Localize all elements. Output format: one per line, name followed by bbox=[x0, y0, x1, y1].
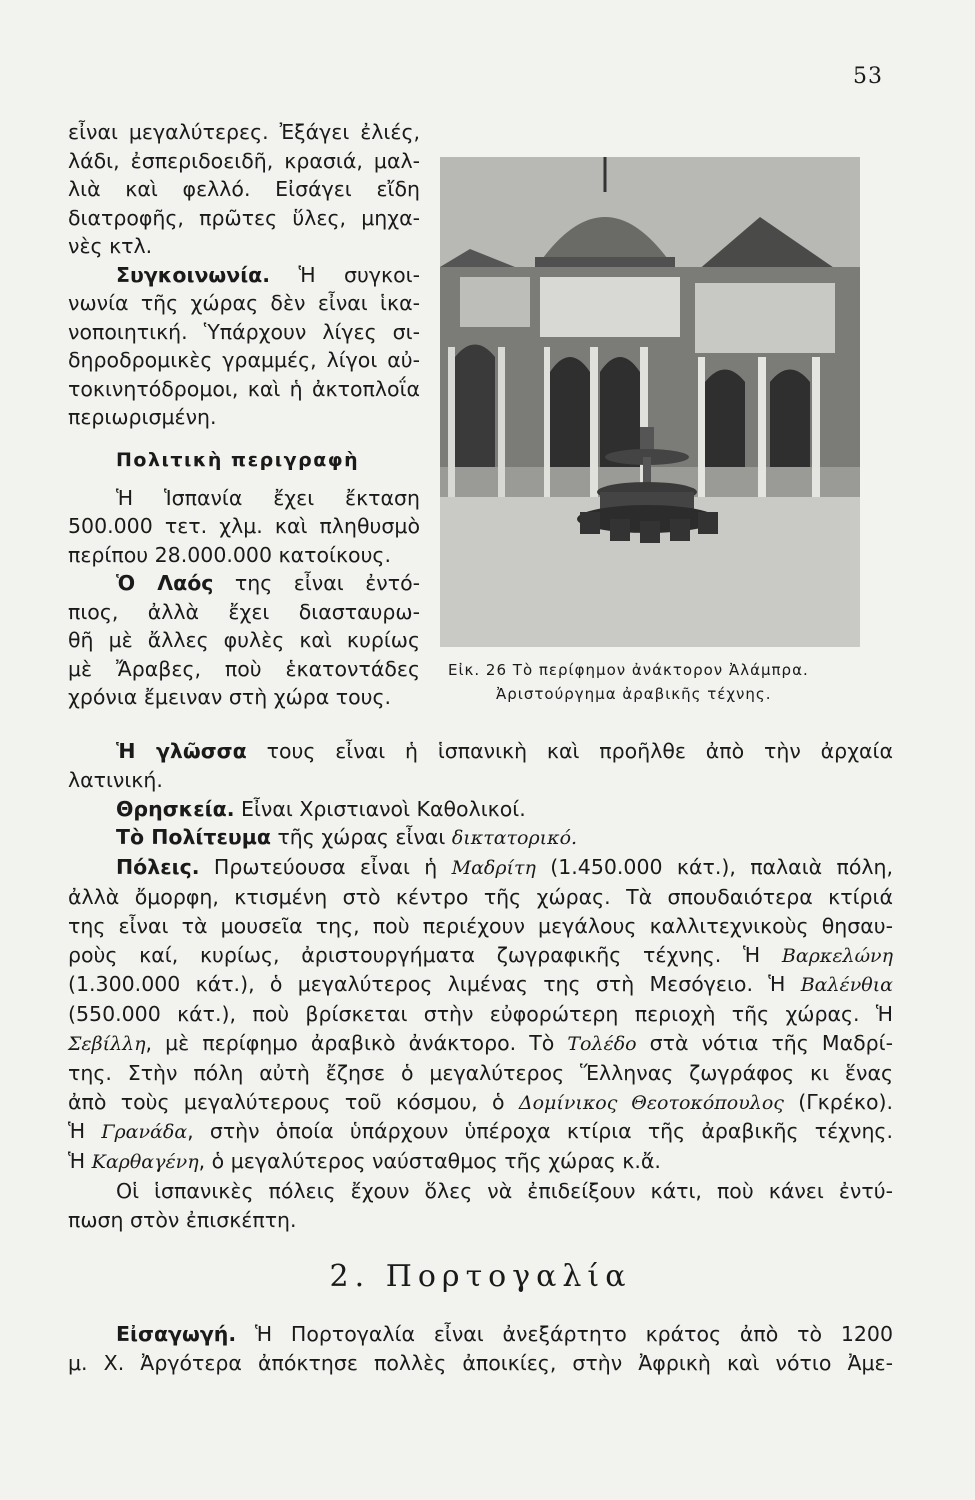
text-line: νωνία τῆς χώρας δὲν εἶναι ἱκα- bbox=[68, 291, 420, 315]
text-line: μ. Χ. Ἀργότερα ἀπόκτησε πολλὲς ἀποικίες, στὴν Ἀφρικὴ καὶ νότιο Ἀμε- bbox=[68, 1350, 893, 1375]
text-line: Ἡ Ἱσπανία ἔχει ἔκταση bbox=[116, 485, 420, 510]
italic-term: δικτατορικό. bbox=[451, 827, 578, 850]
section-heading: Πολιτικὴ περιγραφὴ bbox=[116, 448, 360, 471]
text-span: (1.450.000 κάτ.), παλαιὰ πόλη, bbox=[535, 855, 894, 880]
alhambra-photo bbox=[440, 157, 860, 647]
text-line bbox=[68, 970, 893, 1000]
text-span: (1.300.000 κάτ.), ὁ μεγαλύτερος λιμένας της στὴ Μεσόγειο. Ἡ bbox=[68, 972, 801, 997]
text-line: 500.000 τετ. χλμ. καὶ πληθυσμὸ bbox=[68, 514, 420, 538]
text-span: Ἡ bbox=[68, 1149, 92, 1174]
city-name: Βαρκελώνη bbox=[781, 944, 893, 967]
text-line: λάδι, ἐσπεριδοειδῆ, κρασιά, μαλ- bbox=[68, 148, 420, 173]
caption-line: Ἀριστούργημα ἀραβικῆς τέχνης. bbox=[496, 685, 772, 703]
text-line: νοποιητική. Ὑπάρχουν λίγες σι- bbox=[68, 319, 420, 344]
city-name: Γρανάδα bbox=[101, 1121, 188, 1144]
text-span: Ἡ Πορτογαλία εἶναι ἀνεξάρτητο κράτος ἀπὸ τὸ 1200 bbox=[236, 1322, 893, 1346]
page-number: 53 bbox=[853, 64, 883, 89]
text-span: ἀπὸ τοὺς μεγαλύτερους τοῦ κόσμου, ὁ bbox=[68, 1089, 519, 1114]
text-line bbox=[68, 261, 420, 290]
text-line: ἀλλὰ ὄμορφη, κτισμένη στὸ κέντρο τῆς χώρας. Τὰ σπουδαιότερα κτίριά bbox=[68, 884, 893, 909]
text-line: μὲ Ἄραβες, ποὺ ἑκατοντάδες bbox=[68, 656, 420, 681]
city-name: Καρθαγένη bbox=[91, 1151, 199, 1174]
text-line bbox=[68, 1029, 893, 1059]
text-line: λιὰ καὶ φελλό. Εἰσάγει εἴδη bbox=[68, 177, 420, 201]
inline-heading: Ὁ Λαός bbox=[116, 571, 214, 595]
text-line bbox=[68, 1117, 893, 1147]
text-line bbox=[68, 1088, 893, 1118]
section-title: 2. Πορτογαλία bbox=[329, 1258, 632, 1294]
text-span: Ἡ bbox=[68, 1119, 102, 1144]
text-span: (Γκρέκο). bbox=[783, 1089, 894, 1114]
text-line: εἶναι μεγαλύτερες. Ἐξάγει ἐλιές, bbox=[68, 120, 420, 144]
text-line: θῆ μὲ ἄλλες φυλὲς καὶ κυρίως bbox=[68, 628, 420, 652]
text-line: διατροφῆς, πρῶτες ὕλες, μηχα- bbox=[68, 205, 420, 230]
text-line bbox=[68, 941, 893, 971]
text-line bbox=[68, 853, 893, 883]
text-line: λατινική. bbox=[68, 767, 163, 792]
text-span: τους εἶναι ἡ ἱσπανικὴ καὶ προῆλθε ἀπὸ τὴν ἀρχαία bbox=[246, 739, 894, 763]
text-line bbox=[68, 737, 893, 766]
inline-heading: Τὸ Πολίτευμα bbox=[116, 825, 271, 850]
text-line bbox=[68, 1147, 893, 1177]
text-line: περίπου 28.000.000 κατοίκους. bbox=[68, 542, 391, 567]
text-span: ροὺς καί, κυρίως, ἀριστουργήματα ζωγραφικῆς τέχνης. Ἡ bbox=[68, 942, 782, 967]
text-line bbox=[68, 569, 420, 598]
text-span: στὰ νότια τῆς Μαδρί- bbox=[636, 1030, 894, 1055]
left-column bbox=[68, 118, 420, 712]
text-span: της εἶναι ἐντό- bbox=[213, 571, 421, 595]
inline-heading: Εἰσαγωγή. bbox=[116, 1322, 237, 1346]
text-span: Εἶναι Χριστιανοὶ Καθολικοί. bbox=[234, 796, 526, 821]
text-line: (550.000 κάτ.), ποὺ βρίσκεται στὴν εὐφορώτερη περιοχὴ τῆς χώρας. Ἡ bbox=[68, 1002, 893, 1027]
text-line: δηροδρομικὲς γραμμές, λίγοι αὐ- bbox=[68, 348, 420, 372]
city-name: Σεβίλλη bbox=[68, 1032, 146, 1055]
person-name: Δομίνικος Θεοτοκόπουλος bbox=[518, 1091, 784, 1114]
inline-heading: Συγκοινωνία. bbox=[116, 262, 271, 287]
text-line: περιωρισμένη. bbox=[68, 405, 217, 429]
text-span: Πρωτεύουσα εἶναι ἡ bbox=[199, 855, 452, 880]
inline-heading: Ἡ γλῶσσα bbox=[116, 739, 247, 763]
text-line bbox=[68, 1320, 893, 1349]
palace-illustration bbox=[440, 157, 860, 647]
text-span: , μὲ περίφημο ἀραβικὸ ἀνάκτορο. Τὸ bbox=[145, 1030, 568, 1055]
city-name: Βαλένθια bbox=[800, 974, 893, 997]
text-line: χρόνια ἔμειναν στὴ χώρα τους. bbox=[68, 685, 392, 709]
text-span: τῆς χώρας εἶναι bbox=[270, 825, 452, 850]
text-line: Οἱ ἱσπανικὲς πόλεις ἔχουν ὅλες νὰ ἐπιδείξουν κάτι, ποὺ κάνει ἐντύ- bbox=[116, 1178, 893, 1203]
text-span: , ὁ μεγαλύτερος ναύσταθμος τῆς χώρας κ.ἄ. bbox=[198, 1149, 661, 1174]
text-line: τοκινητόδρομοι, καὶ ἡ ἀκτοπλοΐα bbox=[68, 376, 420, 401]
inline-heading: Θρησκεία. bbox=[116, 796, 235, 821]
figure-caption bbox=[448, 658, 888, 706]
text-line: πιος, ἀλλὰ ἔχει διασταυρω- bbox=[68, 599, 420, 624]
text-line bbox=[68, 823, 893, 853]
inline-heading: Πόλεις. bbox=[116, 855, 200, 880]
text-span: , στὴν ὁποία ὑπάρχουν ὑπέροχα κτίρια τῆς ἀραβικῆς τέχνης. bbox=[187, 1119, 893, 1144]
text-line: πωση στὸν ἐπισκέπτη. bbox=[68, 1207, 297, 1232]
text-line: νὲς κτλ. bbox=[68, 234, 153, 258]
text-line: της εἶναι τὰ μουσεῖα της, ποὺ περιέχουν μεγάλους καλλιτεχνικοὺς θησαυ- bbox=[68, 913, 893, 938]
city-name: Τολέδο bbox=[567, 1032, 637, 1055]
text-line bbox=[68, 795, 893, 824]
text-line: της. Στὴν πόλη αὐτὴ ἔζησε ὁ μεγαλύτερος Ἕλληνας ζωγράφος κι ἕνας bbox=[68, 1060, 893, 1085]
full-width-text bbox=[68, 737, 893, 1315]
text-span: Ἡ συγκοι- bbox=[270, 262, 420, 287]
city-name: Μαδρίτη bbox=[451, 857, 536, 880]
caption-line: Εἰκ. 26 Τὸ περίφημον ἀνάκτορον Ἀλάμπρα. bbox=[448, 661, 809, 679]
intro-paragraph bbox=[68, 1320, 893, 1377]
